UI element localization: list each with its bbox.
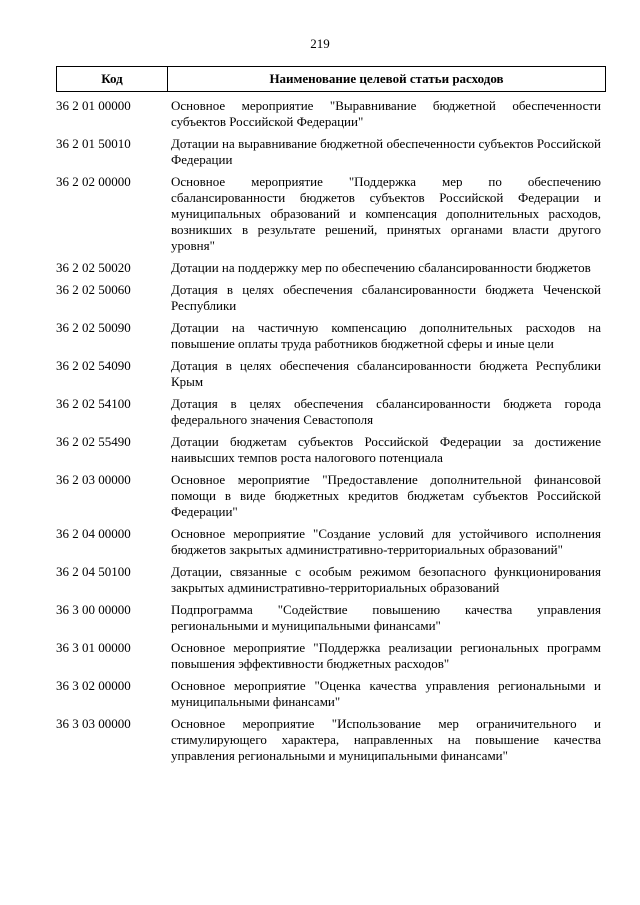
row-name: Основное мероприятие "Поддержка мер по обеспечению сбалансированности бюджетов субъектов Российской Федерации и муниципальных образований и компенсация дополнительных расходов, возникших в результате решений, принятых органами власти другого уровня" <box>171 174 601 253</box>
budget-table <box>56 66 606 770</box>
row-name: Дотация в целях обеспечения сбалансированности бюджета Чеченской Республики <box>171 282 601 313</box>
table-row <box>56 98 606 130</box>
header-code: Код <box>57 67 168 91</box>
row-name: Основное мероприятие "Выравнивание бюджетной обеспеченности субъектов Российской Федерации" <box>171 98 601 129</box>
table-body <box>56 98 606 764</box>
row-name: Дотация в целях обеспечения сбалансированности бюджета города федерального значения Севастополя <box>171 396 601 427</box>
row-name: Подпрограмма "Содействие повышению качества управления региональными и муниципальными финансами" <box>171 602 601 633</box>
row-code: 36 3 00 00000 <box>56 602 131 617</box>
row-code: 36 2 02 50060 <box>56 282 131 297</box>
table-row <box>56 282 606 314</box>
table-row <box>56 526 606 558</box>
table-row <box>56 602 606 634</box>
row-code: 36 2 01 00000 <box>56 98 131 113</box>
row-name: Дотации на поддержку мер по обеспечению сбалансированности бюджетов <box>171 260 591 275</box>
row-code: 36 2 02 54090 <box>56 358 131 373</box>
row-code: 36 3 02 00000 <box>56 678 131 693</box>
table-row <box>56 320 606 352</box>
row-code: 36 2 02 55490 <box>56 434 131 449</box>
row-name: Дотации бюджетам субъектов Российской Федерации за достижение наивысших темпов роста налогового потенциала <box>171 434 601 465</box>
row-name: Дотации, связанные с особым режимом безопасного функционирования закрытых административно-территориальных образований <box>171 564 601 595</box>
row-code: 36 2 02 00000 <box>56 174 131 189</box>
row-name: Основное мероприятие "Предоставление дополнительной финансовой помощи в виде бюджетных кредитов бюджетам субъектов Российской Федерации" <box>171 472 601 519</box>
table-row <box>56 136 606 168</box>
row-code: 36 2 03 00000 <box>56 472 131 487</box>
row-code: 36 2 01 50010 <box>56 136 131 151</box>
row-code: 36 2 04 00000 <box>56 526 131 541</box>
row-name: Основное мероприятие "Поддержка реализации региональных программ повышения эффективности бюджетных расходов" <box>171 640 601 671</box>
table-row <box>56 640 606 672</box>
table-row <box>56 174 606 254</box>
row-name: Дотация в целях обеспечения сбалансированности бюджета Республики Крым <box>171 358 601 389</box>
table-row <box>56 396 606 428</box>
row-code: 36 2 02 50090 <box>56 320 131 335</box>
table-row <box>56 678 606 710</box>
table-row <box>56 716 606 764</box>
table-row <box>56 358 606 390</box>
row-code: 36 3 03 00000 <box>56 716 131 731</box>
table-row <box>56 472 606 520</box>
page-number: 219 <box>310 36 330 51</box>
row-code: 36 2 02 54100 <box>56 396 131 411</box>
row-name: Дотации на выравнивание бюджетной обеспеченности субъектов Российской Федерации <box>171 136 601 167</box>
row-name: Основное мероприятие "Использование мер ограничительного и стимулирующего характера, направленных на повышение качества управления региональными и муниципальными финансами" <box>171 716 601 763</box>
row-name: Основное мероприятие "Оценка качества управления региональными и муниципальными финансами" <box>171 678 601 709</box>
row-name: Основное мероприятие "Создание условий для устойчивого исполнения бюджетов закрытых административно-территориальных образований" <box>171 526 601 557</box>
table-row <box>56 564 606 596</box>
row-name: Дотации на частичную компенсацию дополнительных расходов на повышение оплаты труда работников бюджетной сферы и иные цели <box>171 320 601 351</box>
row-code: 36 2 04 50100 <box>56 564 131 579</box>
row-code: 36 2 02 50020 <box>56 260 131 275</box>
table-header <box>56 66 606 92</box>
table-row <box>56 434 606 466</box>
table-row <box>56 260 606 276</box>
header-name: Наименование целевой статьи расходов <box>269 71 504 86</box>
row-code: 36 3 01 00000 <box>56 640 131 655</box>
